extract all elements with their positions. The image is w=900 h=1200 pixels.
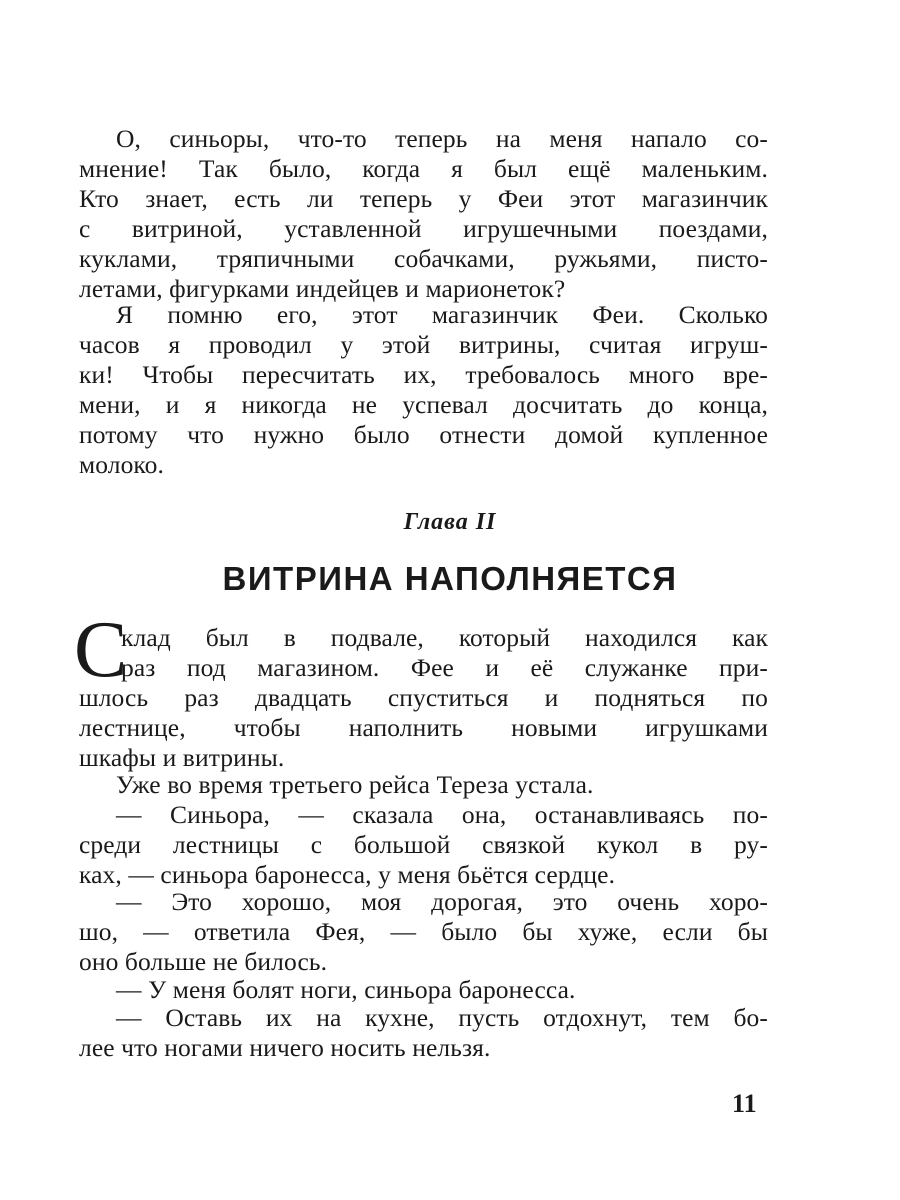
paragraph-1-line-5: куклами, тряпичными собачками, ружьями, писто- [79, 244, 768, 273]
paragraph-2-line-2: часов я проводил у этой витрины, считая игруш- [79, 330, 768, 359]
paragraph-3-line-3: шлось раз двадцать спуститься и подняться по [79, 683, 768, 712]
paragraph-6-line-2: шо, — ответила Фея, — было бы хуже, если бы [79, 917, 768, 946]
drop-cap: С [74, 606, 128, 694]
paragraph-6-line-3: оно больше не билось. [79, 947, 328, 976]
paragraph-4-line-1: Уже во время третьего рейса Тереза устала. [116, 770, 594, 799]
paragraph-3-line-2: раз под магазином. Фее и её служанке при- [121, 653, 768, 682]
paragraph-1-line-4: с витриной, уставленной игрушечными поездами, [79, 214, 768, 243]
paragraph-3-line-4: лестнице, чтобы наполнить новыми игрушками [79, 713, 768, 742]
paragraph-7-line-1: — У меня болят ноги, синьора баронесса. [116, 975, 576, 1004]
paragraph-2-line-1: Я помню его, этот магазинчик Феи. Сколько [116, 300, 768, 329]
paragraph-1-line-3: Кто знает, есть ли теперь у Феи этот магазинчик [79, 184, 768, 213]
page-number: 11 [732, 1089, 757, 1118]
paragraph-5-line-1: — Синьора, — сказала она, останавливаясь по- [116, 800, 768, 829]
paragraph-2-line-6: молоко. [79, 450, 164, 479]
paragraph-5-line-2: среди лестницы с большой связкой кукол в ру- [79, 830, 768, 859]
chapter-title: ВИТРИНА НАПОЛНЯЕТСЯ [222, 560, 678, 597]
paragraph-2-line-5: потому что нужно было отнести домой купленное [79, 420, 768, 449]
paragraph-1-line-6: летами, фигурками индейцев и марионеток? [79, 274, 566, 303]
paragraph-6-line-1: — Это хорошо, моя дорогая, это очень хоро- [116, 887, 768, 916]
chapter-label: Глава II [403, 509, 497, 535]
paragraph-3-line-1: клад был в подвале, который находился как [121, 623, 768, 652]
paragraph-2-line-3: ки! Чтобы пересчитать их, требовалось много вре- [79, 360, 768, 389]
paragraph-3-line-5: шкафы и витрины. [79, 743, 285, 772]
paragraph-5-line-3: ках, — синьора баронесса, у меня бьётся сердце. [79, 860, 616, 889]
paragraph-1-line-1: О, синьоры, что-то теперь на меня напало со- [116, 124, 768, 153]
paragraph-8-line-2: лее что ногами ничего носить нельзя. [79, 1033, 491, 1062]
paragraph-1-line-2: мнение! Так было, когда я был ещё маленьким. [79, 154, 768, 183]
paragraph-2-line-4: мени, и я никогда не успевал досчитать до конца, [79, 390, 768, 419]
paragraph-8-line-1: — Оставь их на кухне, пусть отдохнут, тем бо- [116, 1003, 768, 1032]
